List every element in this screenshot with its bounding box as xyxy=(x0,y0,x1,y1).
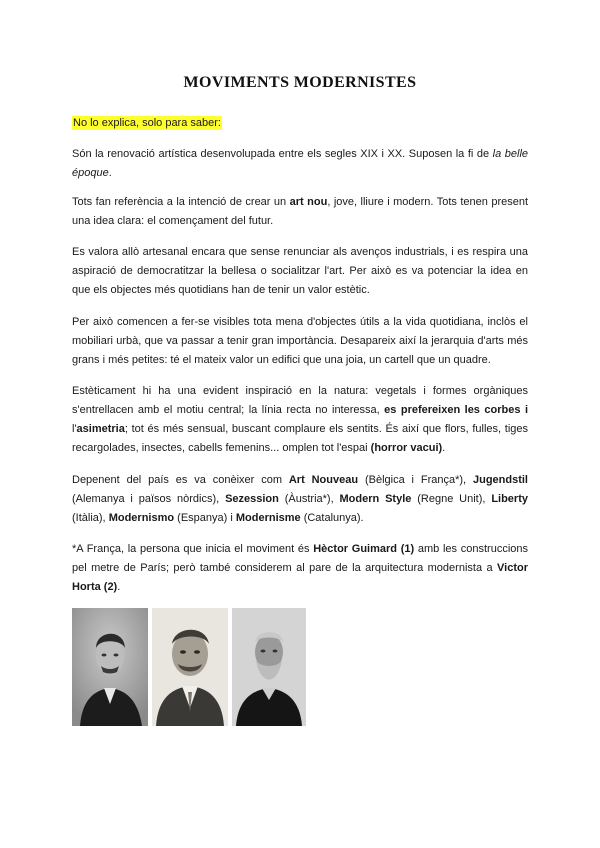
bold-term: Hèctor Guimard (1) xyxy=(313,543,415,555)
bold-term: Jugendstil xyxy=(472,474,528,486)
text-run: (Regne Unit), xyxy=(411,493,492,505)
paragraph-paisos xyxy=(72,471,528,528)
text-run: . xyxy=(442,442,446,454)
text-run: (Espanya) i xyxy=(174,512,236,524)
bold-term: Modernisme xyxy=(235,512,301,524)
bold-term: es prefereixen les corbes i xyxy=(384,404,528,416)
bold-term: art nou xyxy=(289,196,328,208)
paragraph-intro xyxy=(72,145,528,183)
text-run: (Catalunya). xyxy=(300,512,364,524)
text-run: *A França, la persona que inicia el moviment és xyxy=(72,543,314,555)
portrait-photo-1 xyxy=(72,608,148,726)
text-run: Tots fan referència a la intenció de crear un xyxy=(72,196,290,208)
text-run: l' xyxy=(72,423,77,435)
text-run: . xyxy=(108,167,112,179)
bold-term: asimetria xyxy=(76,423,125,435)
italic-term: la belle époque xyxy=(72,148,529,179)
text-run: ; tot és més sensual, buscant complaure els sentits. És així que flors, fulles, tiges recargolades, insectes, cabells femenins... omplen tot l'espai xyxy=(72,423,528,454)
text-run: , jove, lliure i modern. Tots tenen present una idea clara: el començament del futur. xyxy=(72,196,529,227)
bold-term: Liberty xyxy=(491,493,528,505)
paragraph-objectes: Per això comencen a fer-se visibles tota mena d'objectes útils a la vida quotidiana, inclòs el mobiliari urbà, que va passar a tenir gran importància. Desapareix així la jerarquia d'arts més grans i més petites: té el mateix valor un edifici que una joia, un cartell que un quadre. xyxy=(72,316,528,366)
text-run: amb les construccions pel metre de París; però també considerem al pare de la arquitectura modernista a xyxy=(72,543,528,574)
text-run: Són la renovació artística desenvolupada entre els segles XIX i XX. Suposen la fi de xyxy=(72,148,493,160)
bold-term: Art Nouveau xyxy=(288,474,359,486)
text-run: (Alemanya i països nòrdics), xyxy=(72,493,226,505)
text-run: (Itàlia), xyxy=(72,512,109,524)
bold-term: Modernismo xyxy=(108,512,175,524)
text-run: . xyxy=(117,581,121,593)
text-run: Depenent del país es va conèixer com xyxy=(72,474,289,486)
text-run: Estèticament hi ha una evident inspiració en la natura: vegetals i formes orgàniques s'entrellacen amb el motiu central; la línia recta no interessa, xyxy=(72,385,528,416)
text-run: (Àustria*), xyxy=(278,493,340,505)
portrait-photo-2 xyxy=(152,608,228,726)
paragraph-guimard-horta xyxy=(72,540,528,597)
bold-term: Sezession xyxy=(225,493,279,505)
page-title: MOVIMENTS MODERNISTES xyxy=(183,74,417,91)
paragraph-art-nou xyxy=(72,193,528,231)
paragraph-natura xyxy=(72,382,528,458)
highlighted-note: No lo explica, solo para saber: xyxy=(73,117,221,129)
bold-term: Victor Horta (2) xyxy=(72,562,528,593)
paragraph-artesanal: Es valora allò artesanal encara que sense renunciar als avenços industrials, i es respira una aspiració de democratitzar la bellesa o socialitzar l'art. Per això es va potenciar la idea en que els objectes més quotidians han de tenir un valor estètic. xyxy=(72,246,528,296)
portrait-photo-3 xyxy=(232,608,306,726)
bold-term: Modern Style xyxy=(339,493,412,505)
bold-term: (horror vacui) xyxy=(370,442,443,454)
text-run: (Bèlgica i França*), xyxy=(358,474,473,486)
